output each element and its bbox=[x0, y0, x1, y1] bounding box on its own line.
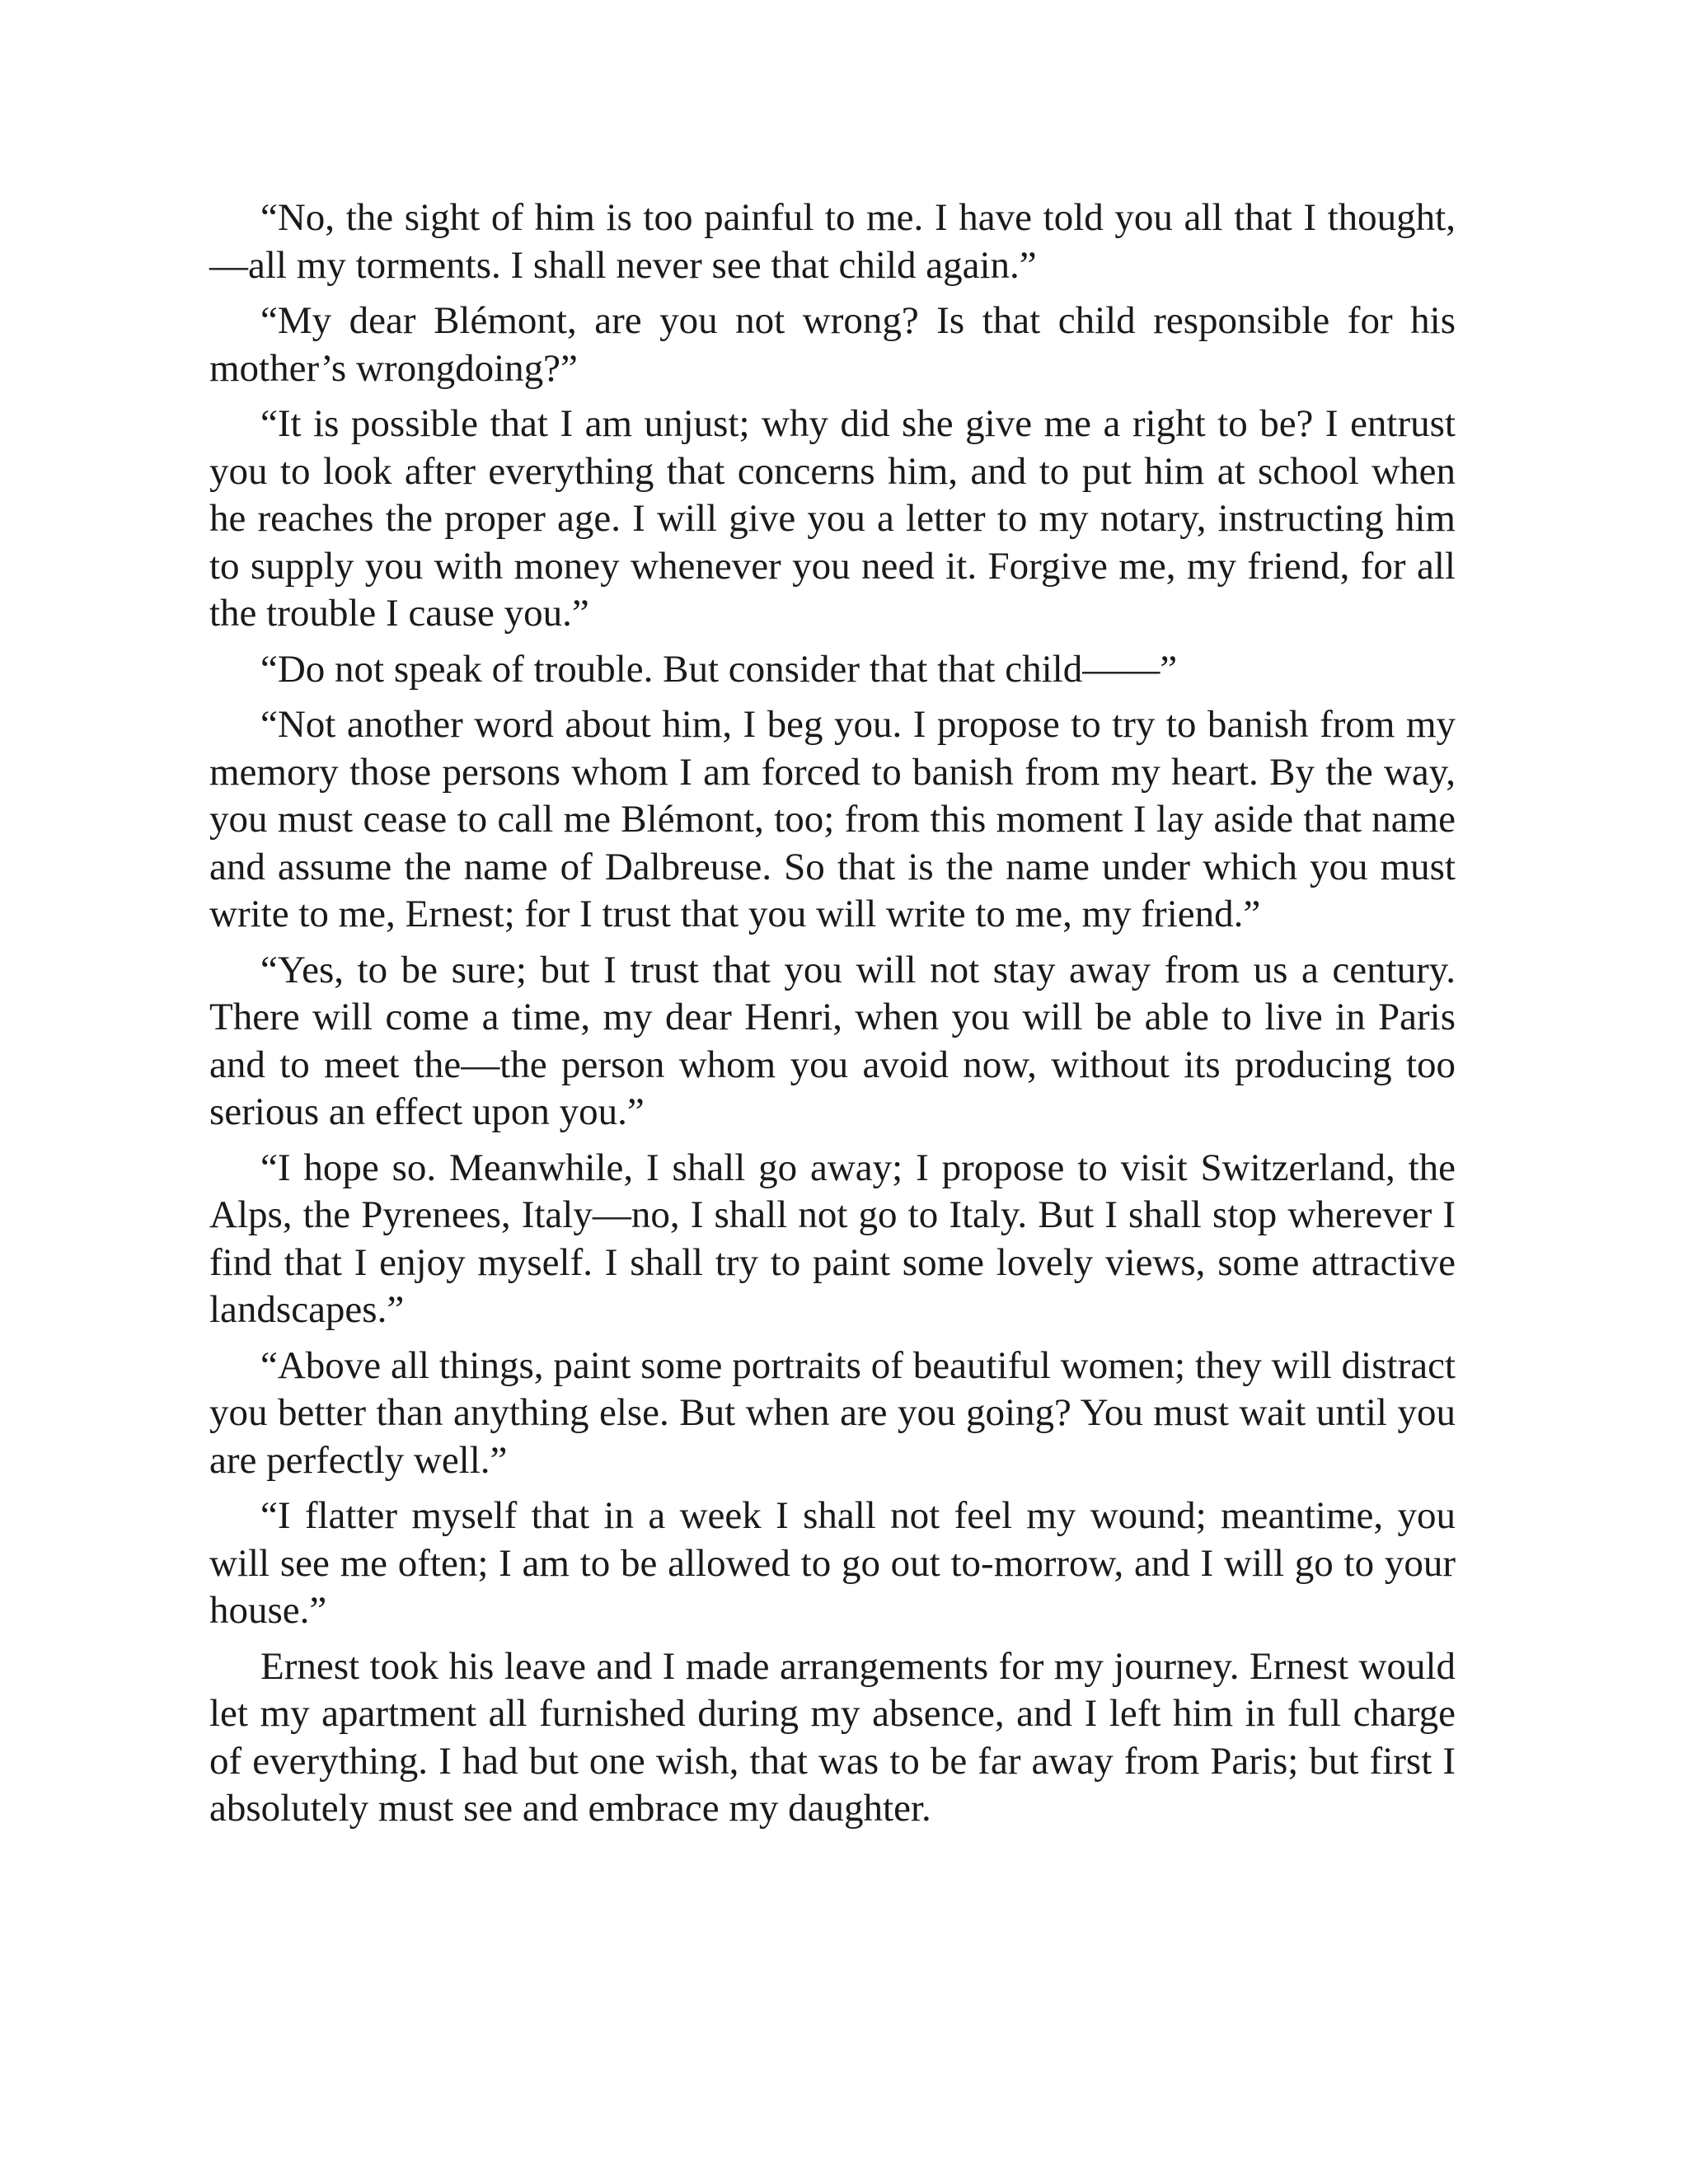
paragraph: “Yes, to be sure; but I trust that you will not stay away from us a century. There will come a time, my dear Henri, when you will be able to live in Paris and to meet the—the person whom you avoid now, without its producing too serious an effect upon you.” bbox=[209, 948, 1456, 1133]
paragraph: “Not another word about him, I beg you. I propose to try to banish from my memory those persons whom I am forced to banish from my heart. By the way, you must cease to call me Blémont, too; from this moment I lay aside that name and assume the name of Dalbreuse. So that is the name under which you must write to me, Ernest; for I trust that you will write to me, my friend.” bbox=[209, 703, 1456, 935]
paragraph: “I hope so. Meanwhile, I shall go away; I propose to visit Switzerland, the Alps, the Pyrenees, Italy—no, I shall not go to Italy. But I shall stop wherever I find that I enjoy myself. I shall try to paint some lovely views, some attractive landscapes.” bbox=[209, 1146, 1456, 1331]
page-text-block bbox=[209, 194, 1456, 1833]
paragraph: “It is possible that I am unjust; why did she give me a right to be? I entrust you to look after everything that concerns him, and to put him at school when he reaches the proper age. I will give you a letter to my notary, instructing him to supply you with money whenever you need it. Forgive me, my friend, for all the trouble I cause you.” bbox=[209, 402, 1456, 635]
paragraph: “My dear Blémont, are you not wrong? Is that child responsible for his mother’s wrongdoing?” bbox=[209, 299, 1456, 390]
paragraph: Ernest took his leave and I made arrangements for my journey. Ernest would let my apartment all furnished during my absence, and I left him in full charge of everything. I had but one wish, that was to be far away from Paris; but first I absolutely must see and embrace my daughter. bbox=[209, 1644, 1456, 1830]
paragraph: “I flatter myself that in a week I shall not feel my wound; meantime, you will see me often; I am to be allowed to go out to-morrow, and I will go to your house.” bbox=[209, 1494, 1456, 1632]
paragraph: “Do not speak of trouble. But consider that that child——” bbox=[260, 647, 1178, 691]
paragraph: “Above all things, paint some portraits of beautiful women; they will distract you better than anything else. But when are you going? You must wait until you are perfectly well.” bbox=[209, 1343, 1456, 1482]
paragraph: “No, the sight of him is too painful to me. I have told you all that I thought,—all my torments. I shall never see that child again.” bbox=[209, 196, 1456, 287]
